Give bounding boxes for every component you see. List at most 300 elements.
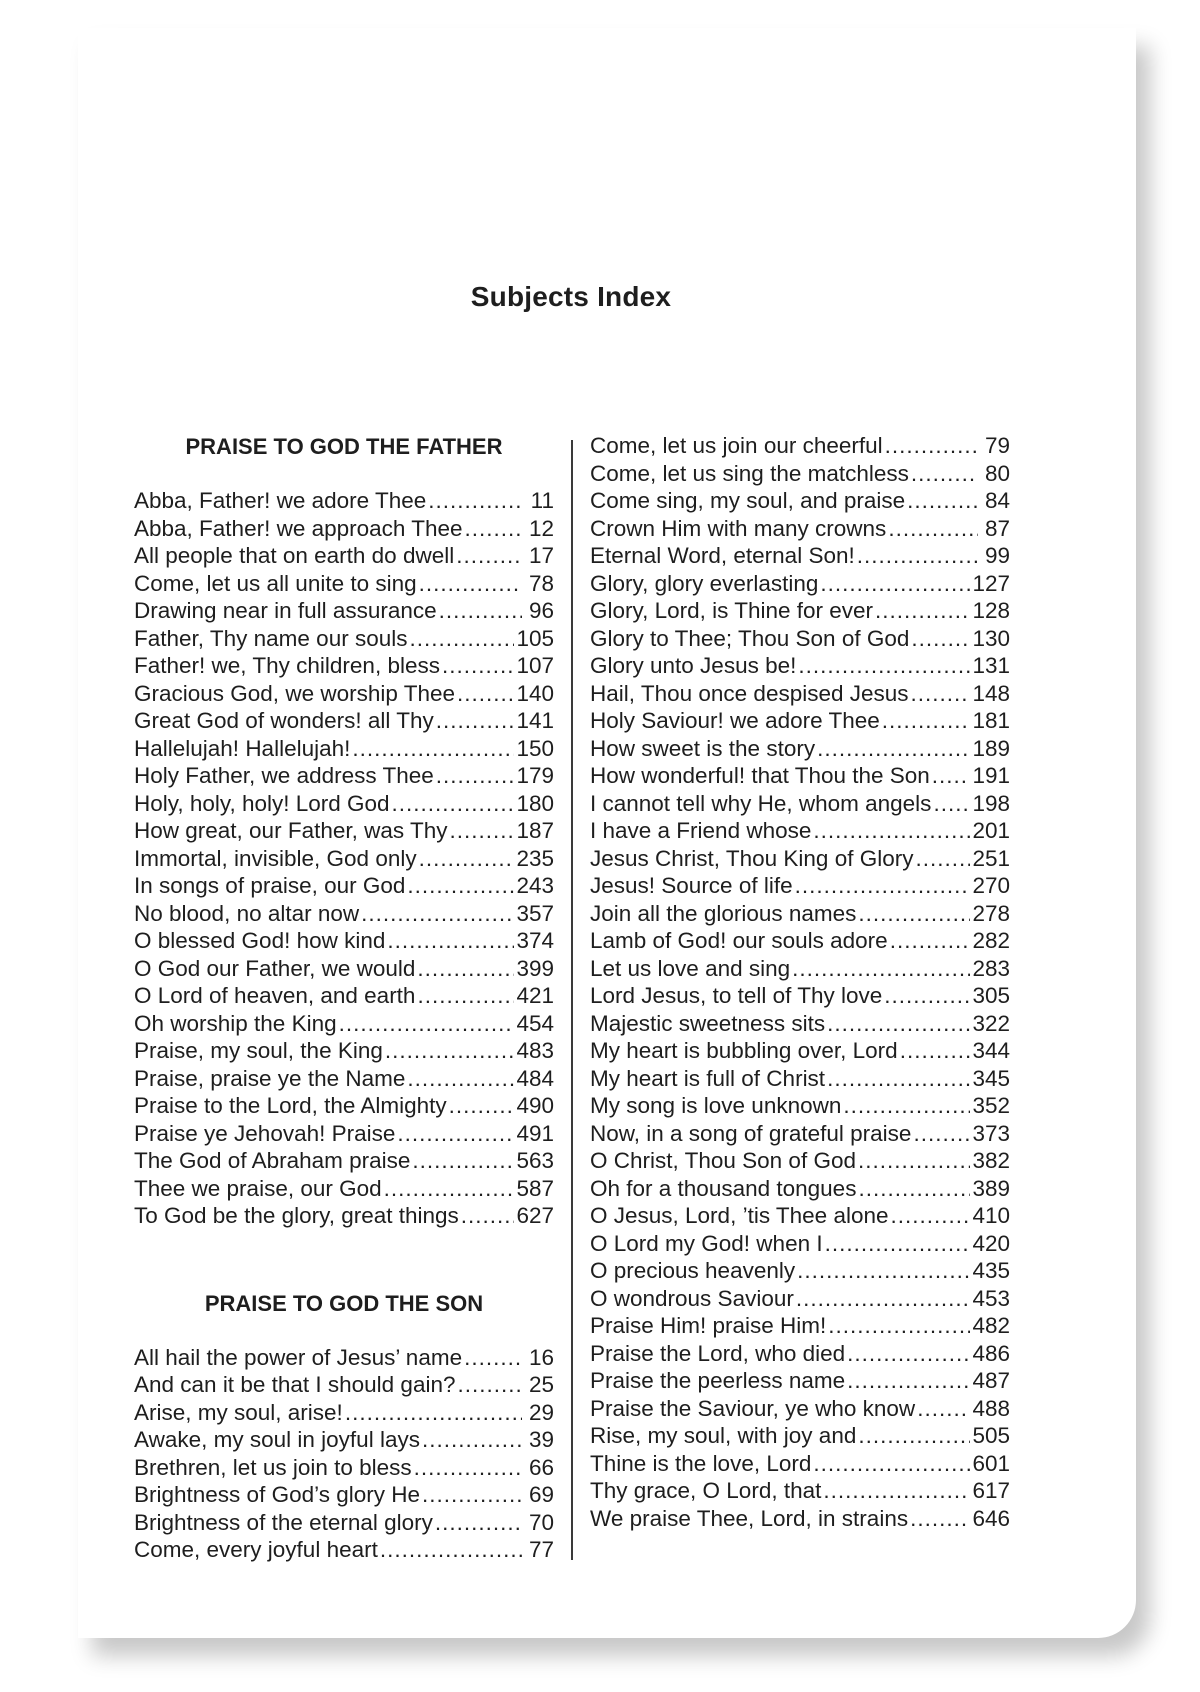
entry-page-number: 191 xyxy=(972,763,1010,788)
left-column xyxy=(134,432,554,1564)
index-entry xyxy=(590,1505,1010,1533)
dot-leader xyxy=(392,790,515,818)
entry-title: Praise, my soul, the King xyxy=(134,1038,383,1063)
entry-page-number: 140 xyxy=(516,680,554,706)
index-entry xyxy=(134,982,554,1010)
entry-page-number: 617 xyxy=(972,1478,1010,1503)
dot-leader xyxy=(352,735,514,763)
entry-title: O blessed God! how kind xyxy=(134,928,386,953)
dot-leader xyxy=(792,955,970,983)
index-entry xyxy=(134,955,554,983)
section-heading-son: PRAISE TO GOD THE SON xyxy=(204,1290,484,1316)
right-column xyxy=(590,432,1010,1532)
dot-leader xyxy=(380,1536,522,1564)
entry-title: In songs of praise, our God xyxy=(134,873,406,898)
index-entry xyxy=(590,1477,1010,1505)
entry-title: No blood, no altar now xyxy=(134,900,360,926)
entry-title: My heart is full of Christ xyxy=(590,1065,826,1091)
dot-leader xyxy=(900,1037,971,1065)
entry-page-number: 12 xyxy=(528,515,554,541)
entry-title: Eternal Word, eternal Son! xyxy=(590,543,855,568)
entry-title: To God be the glory, great things xyxy=(134,1203,459,1228)
entry-page-number: 87 xyxy=(984,515,1010,541)
dot-leader xyxy=(858,1422,970,1450)
entry-title: Great God of wonders! all Thy xyxy=(134,708,434,733)
entry-title: Let us love and sing xyxy=(590,955,791,981)
entry-page-number: 410 xyxy=(972,1203,1010,1228)
index-entry xyxy=(590,790,1010,818)
entry-page-number: 488 xyxy=(972,1395,1010,1421)
dot-leader xyxy=(823,1477,970,1505)
entry-title: Jesus! Source of life xyxy=(590,873,793,898)
index-entry xyxy=(590,1285,1010,1313)
index-entry xyxy=(134,1481,554,1509)
entry-page-number: 484 xyxy=(516,1065,554,1091)
entry-page-number: 29 xyxy=(528,1399,554,1425)
index-entry xyxy=(134,790,554,818)
index-entry xyxy=(134,487,554,515)
index-entry xyxy=(590,680,1010,708)
entry-title: Holy Father, we address Thee xyxy=(134,763,434,788)
index-entry xyxy=(134,1371,554,1399)
entry-title: Now, in a song of grateful praise xyxy=(590,1120,912,1146)
entry-page-number: 278 xyxy=(972,900,1010,926)
entry-page-number: 373 xyxy=(972,1120,1010,1146)
entry-title: Join all the glorious names xyxy=(590,900,857,926)
entry-page-number: 627 xyxy=(516,1203,554,1228)
entry-page-number: 490 xyxy=(516,1093,554,1118)
index-entry xyxy=(590,955,1010,983)
entry-title: Father, Thy name our souls xyxy=(134,625,408,651)
index-entry xyxy=(590,1340,1010,1368)
entry-title: Praise, praise ye the Name xyxy=(134,1065,406,1091)
entry-page-number: 486 xyxy=(972,1340,1010,1366)
dot-leader xyxy=(813,817,970,845)
dot-leader xyxy=(435,1509,522,1537)
index-entry xyxy=(134,1509,554,1537)
index-entry xyxy=(134,735,554,763)
dot-leader xyxy=(888,515,978,543)
index-entry xyxy=(590,570,1010,598)
entry-page-number: 251 xyxy=(972,845,1010,871)
dot-leader xyxy=(387,927,514,955)
entry-page-number: 11 xyxy=(530,488,554,513)
entry-title: Come, every joyful heart xyxy=(134,1537,378,1562)
dot-leader xyxy=(890,927,971,955)
entry-title: O Lord my God! when I xyxy=(590,1230,823,1256)
entry-title: We praise Thee, Lord, in strains xyxy=(590,1505,909,1531)
dot-leader xyxy=(449,817,514,845)
entry-page-number: 127 xyxy=(972,570,1010,596)
entry-title: Hallelujah! Hallelujah! xyxy=(134,735,351,761)
entry-page-number: 66 xyxy=(528,1454,554,1480)
entry-page-number: 84 xyxy=(984,488,1010,513)
dot-leader xyxy=(339,1010,515,1038)
index-entry xyxy=(134,625,554,653)
entry-list-son xyxy=(134,1344,554,1564)
section-heading-father: PRAISE TO GOD THE FATHER xyxy=(185,434,503,459)
dot-leader xyxy=(843,1092,970,1120)
entry-page-number: 39 xyxy=(528,1427,554,1452)
dot-leader xyxy=(796,1285,971,1313)
entry-title: O Jesus, Lord, ’tis Thee alone xyxy=(590,1203,889,1228)
dot-leader xyxy=(795,872,971,900)
dot-leader xyxy=(428,487,522,515)
dot-leader xyxy=(456,542,522,570)
index-entry xyxy=(590,1367,1010,1395)
entry-title: Crown Him with many crowns xyxy=(590,515,887,541)
entry-page-number: 482 xyxy=(972,1313,1010,1338)
entry-title: O God our Father, we would xyxy=(134,955,416,981)
dot-leader xyxy=(407,1065,514,1093)
entry-title: All hail the power of Jesus’ name xyxy=(134,1344,463,1370)
entry-title: Praise to the Lord, the Almighty xyxy=(134,1093,447,1118)
entry-page-number: 646 xyxy=(972,1505,1010,1531)
index-entry xyxy=(134,1120,554,1148)
entry-page-number: 80 xyxy=(984,460,1010,486)
entry-page-number: 601 xyxy=(972,1450,1010,1476)
index-entry xyxy=(134,707,554,735)
dot-leader xyxy=(933,790,970,818)
dot-leader xyxy=(911,460,978,488)
dot-leader xyxy=(847,1367,970,1395)
entry-title: How wonderful! that Thou the Son xyxy=(590,763,930,788)
index-entry xyxy=(590,762,1010,790)
entry-title: Awake, my soul in joyful lays xyxy=(134,1427,420,1452)
dot-leader xyxy=(457,1371,522,1399)
entry-title: Majestic sweetness sits xyxy=(590,1010,826,1036)
entry-page-number: 435 xyxy=(972,1258,1010,1283)
dot-leader xyxy=(820,570,970,598)
dot-leader xyxy=(464,1344,522,1372)
entry-title: I cannot tell why He, whom angels xyxy=(590,790,932,816)
entry-title: Brethren, let us join to bless xyxy=(134,1454,412,1480)
entry-title: Jesus Christ, Thou King of Glory xyxy=(590,845,914,871)
entry-title: Brightness of God’s glory He xyxy=(134,1482,420,1507)
entry-title: O wondrous Saviour xyxy=(590,1285,794,1311)
entry-title: Drawing near in full assurance xyxy=(134,598,437,623)
entry-title: Thy grace, O Lord, that xyxy=(590,1478,822,1503)
entry-page-number: 563 xyxy=(516,1148,554,1173)
index-entry xyxy=(134,542,554,570)
index-entry xyxy=(134,680,554,708)
entry-title: O Lord of heaven, and earth xyxy=(134,983,416,1008)
dot-leader xyxy=(361,900,514,928)
dot-leader xyxy=(422,1481,522,1509)
entry-title: Thee we praise, our God xyxy=(134,1175,382,1201)
dot-leader xyxy=(407,872,514,900)
dot-leader xyxy=(436,707,515,735)
index-entry xyxy=(134,1065,554,1093)
dot-leader xyxy=(857,542,978,570)
index-entry xyxy=(134,927,554,955)
entry-title: Brightness of the eternal glory xyxy=(134,1509,433,1535)
entry-title: Immortal, invisible, God only xyxy=(134,845,417,871)
index-entry xyxy=(590,625,1010,653)
entry-page-number: 454 xyxy=(516,1010,554,1036)
entry-title: Holy Saviour! we adore Thee xyxy=(590,708,880,733)
index-entry xyxy=(590,652,1010,680)
entry-page-number: 345 xyxy=(972,1065,1010,1091)
dot-leader xyxy=(825,1230,971,1258)
dot-leader xyxy=(422,1426,522,1454)
index-entry xyxy=(590,1202,1010,1230)
dot-leader xyxy=(913,1120,970,1148)
column-divider xyxy=(571,440,573,1560)
entry-page-number: 148 xyxy=(972,680,1010,706)
entry-list-son-continued xyxy=(590,432,1010,1532)
entry-title: My song is love unknown xyxy=(590,1093,842,1118)
index-entry xyxy=(590,1065,1010,1093)
entry-page-number: 243 xyxy=(516,873,554,898)
entry-page-number: 283 xyxy=(972,955,1010,981)
entry-title: Abba, Father! we adore Thee xyxy=(134,488,427,513)
entry-title: Praise the Lord, who died xyxy=(590,1340,846,1366)
dot-leader xyxy=(409,625,514,653)
entry-page-number: 99 xyxy=(984,543,1010,568)
dot-leader xyxy=(910,1505,970,1533)
entry-title: Praise the peerless name xyxy=(590,1368,846,1393)
entry-page-number: 189 xyxy=(972,735,1010,761)
entry-page-number: 282 xyxy=(972,928,1010,953)
index-entry xyxy=(134,1037,554,1065)
entry-page-number: 270 xyxy=(972,873,1010,898)
index-entry xyxy=(134,1344,554,1372)
index-entry xyxy=(134,1092,554,1120)
entry-title: Praise Him! praise Him! xyxy=(590,1313,827,1338)
index-entry xyxy=(134,1536,554,1564)
index-entry xyxy=(590,845,1010,873)
dot-leader xyxy=(911,625,970,653)
dot-leader xyxy=(885,432,978,460)
index-entry xyxy=(590,982,1010,1010)
dot-leader xyxy=(917,1395,970,1423)
entry-title: Praise the Saviour, ye who know xyxy=(590,1395,916,1421)
index-entry xyxy=(134,1010,554,1038)
index-entry xyxy=(134,872,554,900)
index-entry xyxy=(590,1147,1010,1175)
dot-leader xyxy=(891,1202,971,1230)
index-entry xyxy=(590,900,1010,928)
dot-leader xyxy=(412,1147,514,1175)
entry-title: And can it be that I should gain? xyxy=(134,1372,456,1397)
index-entry xyxy=(134,1147,554,1175)
dot-leader xyxy=(797,1257,970,1285)
entry-title: Praise ye Jehovah! Praise xyxy=(134,1120,396,1146)
index-entry xyxy=(590,1395,1010,1423)
page-title: Subjects Index xyxy=(470,280,672,312)
entry-page-number: 79 xyxy=(984,433,1010,458)
entry-title: Glory, Lord, is Thine for ever xyxy=(590,598,874,623)
entry-title: Come, let us all unite to sing xyxy=(134,570,417,596)
entry-page-number: 505 xyxy=(972,1423,1010,1448)
index-entry xyxy=(134,515,554,543)
entry-title: The God of Abraham praise xyxy=(134,1148,411,1173)
dot-leader xyxy=(465,515,522,543)
entry-title: Lord Jesus, to tell of Thy love xyxy=(590,983,883,1008)
entry-page-number: 420 xyxy=(972,1230,1010,1256)
dot-leader xyxy=(858,1147,970,1175)
dot-leader xyxy=(436,762,515,790)
dot-leader xyxy=(882,707,971,735)
dot-leader xyxy=(813,1450,970,1478)
index-entry xyxy=(134,1399,554,1427)
dot-leader xyxy=(457,680,514,708)
dot-leader xyxy=(449,1092,515,1120)
entry-page-number: 70 xyxy=(528,1509,554,1535)
entry-page-number: 130 xyxy=(972,625,1010,651)
index-entry xyxy=(590,460,1010,488)
entry-title: How great, our Father, was Thy xyxy=(134,818,448,843)
entry-title: My heart is bubbling over, Lord xyxy=(590,1038,898,1063)
index-entry xyxy=(134,1426,554,1454)
dot-leader xyxy=(345,1399,522,1427)
index-entry xyxy=(590,1257,1010,1285)
dot-leader xyxy=(461,1202,515,1230)
entry-title: Arise, my soul, arise! xyxy=(134,1399,343,1425)
entry-page-number: 25 xyxy=(528,1372,554,1397)
entry-page-number: 453 xyxy=(972,1285,1010,1311)
index-entry xyxy=(590,432,1010,460)
index-entry xyxy=(134,900,554,928)
dot-leader xyxy=(397,1120,514,1148)
dot-leader xyxy=(384,1175,515,1203)
entry-title: Abba, Father! we approach Thee xyxy=(134,515,463,541)
dot-leader xyxy=(419,845,515,873)
entry-title: Gracious God, we worship Thee xyxy=(134,680,455,706)
entry-page-number: 128 xyxy=(972,598,1010,623)
entry-page-number: 77 xyxy=(528,1537,554,1562)
entry-page-number: 357 xyxy=(516,900,554,926)
entry-page-number: 187 xyxy=(516,818,554,843)
dot-leader xyxy=(417,955,514,983)
entry-page-number: 382 xyxy=(972,1148,1010,1173)
index-entry xyxy=(134,1202,554,1230)
dot-leader xyxy=(911,680,971,708)
dot-leader xyxy=(915,845,970,873)
entry-title: Glory, glory everlasting xyxy=(590,570,819,596)
index-entry xyxy=(590,542,1010,570)
entry-title: Come, let us sing the matchless xyxy=(590,460,909,486)
index-entry xyxy=(590,1312,1010,1340)
entry-page-number: 107 xyxy=(516,653,554,678)
entry-page-number: 17 xyxy=(528,543,554,568)
index-entry xyxy=(590,1010,1010,1038)
dot-leader xyxy=(414,1454,522,1482)
index-entry xyxy=(134,817,554,845)
index-entry xyxy=(590,1230,1010,1258)
dot-leader xyxy=(419,570,522,598)
dot-leader xyxy=(907,487,978,515)
dot-leader xyxy=(439,597,522,625)
index-entry xyxy=(590,1422,1010,1450)
index-entry xyxy=(590,1175,1010,1203)
index-entry xyxy=(590,927,1010,955)
index-entry xyxy=(590,817,1010,845)
entry-page-number: 421 xyxy=(516,983,554,1008)
entry-page-number: 78 xyxy=(528,570,554,596)
index-entry xyxy=(134,1454,554,1482)
entry-page-number: 179 xyxy=(516,763,554,788)
entry-title: Glory to Thee; Thou Son of God xyxy=(590,625,910,651)
entry-title: Lamb of God! our souls adore xyxy=(590,928,888,953)
entry-page-number: 487 xyxy=(972,1368,1010,1393)
dot-leader xyxy=(385,1037,515,1065)
entry-page-number: 69 xyxy=(528,1482,554,1507)
index-entry xyxy=(134,845,554,873)
entry-title: Holy, holy, holy! Lord God xyxy=(134,790,390,816)
index-entry xyxy=(590,872,1010,900)
entry-page-number: 201 xyxy=(972,818,1010,843)
index-entry xyxy=(590,1037,1010,1065)
dot-leader xyxy=(827,1065,970,1093)
index-entry xyxy=(134,652,554,680)
dot-leader xyxy=(817,735,970,763)
entry-title: Father! we, Thy children, bless xyxy=(134,653,440,678)
dot-leader xyxy=(932,762,971,790)
entry-page-number: 150 xyxy=(516,735,554,761)
entry-page-number: 483 xyxy=(516,1038,554,1063)
dot-leader xyxy=(828,1312,970,1340)
entry-title: Come sing, my soul, and praise xyxy=(590,488,906,513)
index-entry xyxy=(134,597,554,625)
dot-leader xyxy=(858,1175,970,1203)
entry-list-father xyxy=(134,487,554,1230)
entry-page-number: 389 xyxy=(972,1175,1010,1201)
index-entry xyxy=(590,1120,1010,1148)
entry-page-number: 399 xyxy=(516,955,554,981)
entry-page-number: 141 xyxy=(516,708,554,733)
entry-title: O precious heavenly xyxy=(590,1258,796,1283)
dot-leader xyxy=(858,900,970,928)
entry-page-number: 322 xyxy=(972,1010,1010,1036)
entry-title: I have a Friend whose xyxy=(590,818,812,843)
index-entry xyxy=(590,707,1010,735)
dot-leader xyxy=(417,982,514,1010)
entry-page-number: 305 xyxy=(972,983,1010,1008)
index-entry xyxy=(590,735,1010,763)
entry-title: Come, let us join our cheerful xyxy=(590,433,883,458)
dot-leader xyxy=(847,1340,970,1368)
dot-leader xyxy=(442,652,514,680)
entry-page-number: 181 xyxy=(972,708,1010,733)
index-entry xyxy=(590,487,1010,515)
entry-page-number: 374 xyxy=(516,928,554,953)
index-entry xyxy=(134,762,554,790)
dot-leader xyxy=(875,597,970,625)
index-entry xyxy=(590,1450,1010,1478)
entry-title: Oh worship the King xyxy=(134,1010,337,1036)
dot-leader xyxy=(884,982,970,1010)
entry-title: Oh for a thousand tongues xyxy=(590,1175,857,1201)
index-entry xyxy=(590,597,1010,625)
entry-page-number: 235 xyxy=(516,845,554,871)
dot-leader xyxy=(798,652,970,680)
index-entry xyxy=(134,570,554,598)
entry-title: O Christ, Thou Son of God xyxy=(590,1148,856,1173)
index-entry xyxy=(590,1092,1010,1120)
entry-title: Hail, Thou once despised Jesus xyxy=(590,680,909,706)
entry-page-number: 180 xyxy=(516,790,554,816)
index-entry xyxy=(590,515,1010,543)
entry-page-number: 198 xyxy=(972,790,1010,816)
entry-page-number: 105 xyxy=(516,625,554,651)
dot-leader xyxy=(827,1010,970,1038)
entry-page-number: 587 xyxy=(516,1175,554,1201)
index-entry xyxy=(134,1175,554,1203)
entry-page-number: 344 xyxy=(972,1038,1010,1063)
entry-title: Glory unto Jesus be! xyxy=(590,653,797,678)
